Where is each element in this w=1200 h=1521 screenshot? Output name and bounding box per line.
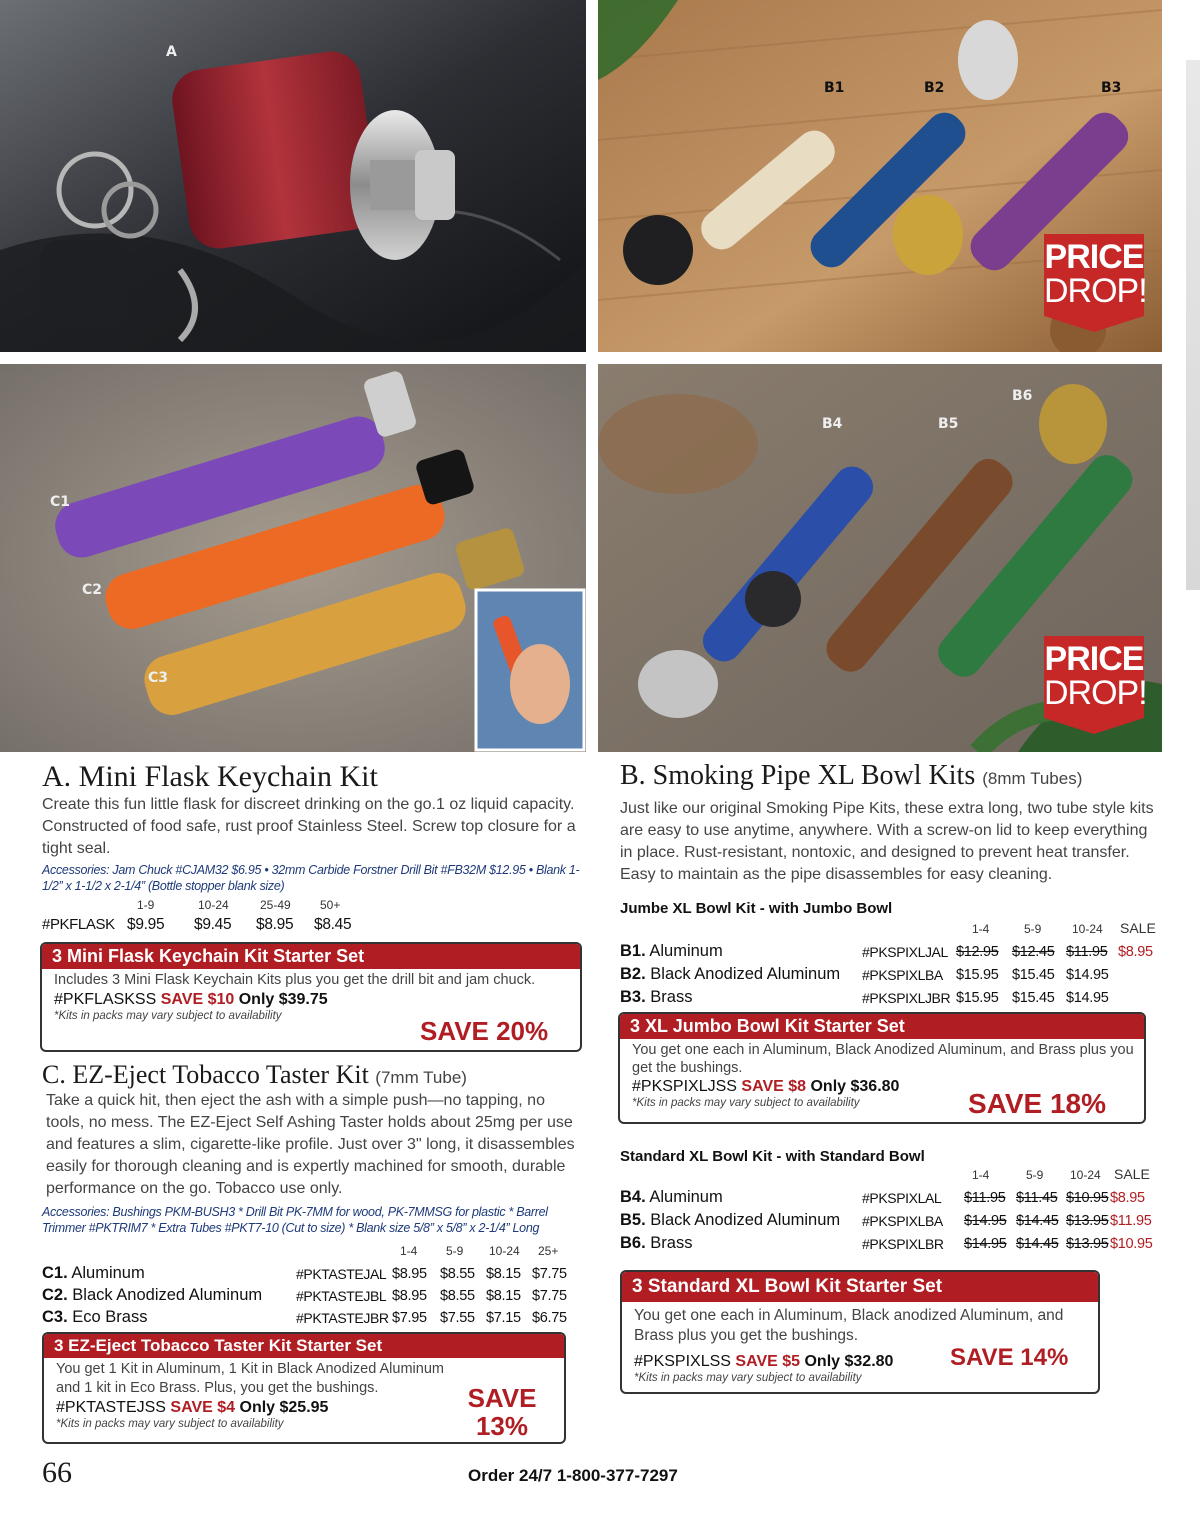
photo-mini-flask — [0, 0, 586, 352]
starter-title: 3 EZ-Eject Tobacco Taster Kit Starter Set — [44, 1334, 564, 1358]
section-b-title: B. Smoking Pipe XL Bowl Kits (8mm Tubes) — [620, 760, 1083, 791]
price: $10.95 — [1066, 1190, 1109, 1206]
price: $9.95 — [127, 916, 165, 933]
price: $7.75 — [532, 1266, 567, 1282]
price: $14.95 — [1066, 990, 1109, 1006]
sale-price: $8.95 — [1118, 944, 1153, 960]
photo-label-a: A — [166, 44, 177, 60]
price: $15.95 — [956, 967, 999, 983]
price: $14.45 — [1016, 1213, 1059, 1229]
section-c-description: Take a quick hit, then eject the ash with a simple push—no tapping, no tools, no mess. The EZ-Eject Self Ashing Taster holds about 25mg per use and features a slim, cigarette-like profile. Just over 3" long, it disassembles easily for thorough cleaning and is expertly machined for smooth, durable performance on the go. Tobacco use only. — [46, 1092, 575, 1197]
price: $12.95 — [956, 944, 999, 960]
tier-header: 1-4 — [972, 922, 990, 936]
tier-header: 5-9 — [446, 1244, 464, 1258]
section-b-description: Just like our original Smoking Pipe Kits, these extra long, two tube style kits are easy to use anytime, anywhere. With a screw-on lid to keep everything in place. Rust-resistant, nontoxic, and designed to prevent heat transfer. Easy to maintain as the pipe disassembles for easy cleaning. — [620, 800, 1154, 883]
price: $7.75 — [532, 1288, 567, 1304]
price: $8.55 — [440, 1266, 475, 1282]
item-name: B3. Brass — [620, 988, 693, 1006]
page-edge-tab — [1186, 60, 1200, 590]
price: $8.15 — [486, 1266, 521, 1282]
tier-header: 1-9 — [137, 898, 155, 912]
sale-price: $10.95 — [1110, 1236, 1153, 1252]
section-a-description: Create this fun little flask for discreet drinking on the go.1 oz liquid capacity. Constructed of food safe, rust proof Stainless Steel. Screw top closure for a tight seal. — [42, 796, 576, 857]
item-name: B6. Brass — [620, 1234, 693, 1252]
starter-body: Includes 3 Mini Flask Keychain Kits plus you get the drill bit and jam chuck. — [54, 972, 536, 988]
photo-label-b4: B4 — [822, 416, 843, 432]
starter-deal: #PKSPIXLJSS SAVE $8 Only $36.80 — [632, 1078, 900, 1095]
sku: #PKSPIXLBA — [862, 1213, 943, 1229]
price: $8.45 — [314, 916, 352, 933]
tier-header: SALE — [1120, 920, 1156, 936]
price: $6.75 — [532, 1310, 567, 1326]
save-badge-jumbo: SAVE 18% — [968, 1088, 1106, 1119]
price: $14.95 — [964, 1236, 1007, 1252]
price: $14.45 — [1016, 1236, 1059, 1252]
sku: #PKTASTEJBR — [296, 1310, 389, 1326]
photo-pipes-standard — [598, 364, 1162, 752]
starter-title: 3 Mini Flask Keychain Kit Starter Set — [42, 944, 580, 969]
sku: #PKFLASK — [42, 916, 115, 933]
price: $8.55 — [440, 1288, 475, 1304]
sku: #PKTASTEJAL — [296, 1266, 387, 1282]
price: $14.95 — [1066, 967, 1109, 983]
price: $13.95 — [1066, 1236, 1109, 1252]
price: $7.55 — [440, 1310, 475, 1326]
section-c-title: C. EZ-Eject Tobacco Taster Kit (7mm Tube) — [42, 1060, 467, 1089]
price: $13.95 — [1066, 1213, 1109, 1229]
price: $8.95 — [392, 1288, 427, 1304]
price: $11.45 — [1016, 1190, 1058, 1206]
tier-header: SALE — [1114, 1166, 1150, 1182]
starter-body: You get 1 Kit in Aluminum, 1 Kit in Black Anodized Aluminum and 1 kit in Eco Brass. Plus, you get the bushings. — [56, 1361, 444, 1396]
starter-deal: #PKFLASKSS SAVE $10 Only $39.75 — [54, 991, 328, 1008]
item-name: C3. Eco Brass — [42, 1308, 148, 1326]
photo-label-c2: C2 — [82, 582, 103, 598]
price: $11.95 — [964, 1190, 1006, 1206]
photo-tobacco-tasters — [0, 364, 586, 752]
price: $11.95 — [1066, 944, 1108, 960]
photo-label-b1: B1 — [824, 80, 845, 96]
starter-note: *Kits in packs may vary subject to availability — [634, 1372, 862, 1384]
item-name: C1. Aluminum — [42, 1264, 145, 1282]
starter-title: 3 Standard XL Bowl Kit Starter Set — [622, 1272, 1098, 1302]
price: $14.95 — [964, 1213, 1007, 1229]
starter-body: You get one each in Aluminum, Black Anodized Aluminum, and Brass plus you get the bushings. — [632, 1042, 1134, 1076]
photo-label-b6: B6 — [1012, 388, 1033, 404]
section-c-accessories: Accessories: Bushings PKM-BUSH3 * Drill Bit PK-7MM for wood, PK-7MMSG for plastic * Barrel Trimmer #PKTRIM7 * Extra Tubes #PKT7-10 (Cut to size) * Blank size 5/8” x 5/8” x 2-1/4” Long — [42, 1205, 548, 1235]
starter-deal: #PKTASTEJSS SAVE $4 Only $25.95 — [56, 1399, 329, 1416]
sale-price: $8.95 — [1110, 1190, 1145, 1206]
photo-pipes-jumbo — [598, 0, 1162, 352]
save-badge-c: SAVE 13% — [467, 1383, 537, 1441]
photo-label-b3: B3 — [1101, 80, 1122, 96]
price: $7.15 — [486, 1310, 521, 1326]
price: $8.15 — [486, 1288, 521, 1304]
tier-header: 10-24 — [489, 1244, 520, 1258]
starter-note: *Kits in packs may vary subject to availability — [56, 1418, 284, 1430]
tier-header: 5-9 — [1026, 1168, 1044, 1182]
section-c-price-table — [42, 1244, 582, 1330]
price: $15.95 — [956, 990, 999, 1006]
sku: #PKTASTEJBL — [296, 1288, 387, 1304]
photo-label-b5: B5 — [938, 416, 959, 432]
starter-deal: #PKSPIXLSS SAVE $5 Only $32.80 — [634, 1353, 894, 1370]
tier-header: 10-24 — [198, 898, 229, 912]
sku: #PKSPIXLJBR — [862, 990, 951, 1006]
price: $12.45 — [1012, 944, 1055, 960]
jumbo-heading: Jumbe XL Bowl Kit - with Jumbo Bowl — [620, 900, 893, 917]
standard-heading: Standard XL Bowl Kit - with Standard Bowl — [620, 1148, 925, 1165]
sku: #PKSPIXLJAL — [862, 944, 948, 960]
jumbo-price-table — [620, 922, 1160, 1010]
photo-label-b2: B2 — [924, 80, 945, 96]
price: $8.95 — [392, 1266, 427, 1282]
price: $15.45 — [1012, 990, 1055, 1006]
section-a-price-table — [42, 898, 582, 938]
price-drop-badge: PRICE DROP! — [1044, 636, 1144, 734]
starter-body: You get one each in Aluminum, Black anodized Aluminum, and Brass plus you get the bushings. — [634, 1307, 1064, 1344]
tier-header: 1-4 — [400, 1244, 418, 1258]
item-name: B1. Aluminum — [620, 942, 723, 960]
item-name: B5. Black Anodized Aluminum — [620, 1211, 841, 1229]
photo-label-c3: C3 — [148, 670, 169, 686]
save-badge-a: SAVE 20% — [420, 1016, 549, 1046]
price: $8.95 — [256, 916, 294, 933]
order-phone: Order 24/7 1-800-377-7297 — [468, 1466, 678, 1485]
photo-label-c1: C1 — [50, 494, 71, 510]
tier-header: 50+ — [320, 898, 341, 912]
item-name: B4. Aluminum — [620, 1188, 723, 1206]
sale-price: $11.95 — [1110, 1213, 1152, 1229]
starter-title: 3 XL Jumbo Bowl Kit Starter Set — [620, 1014, 1144, 1039]
price-drop-badge: PRICE DROP! — [1044, 234, 1144, 332]
price: $15.45 — [1012, 967, 1055, 983]
tier-header: 25+ — [538, 1244, 559, 1258]
tier-header: 10-24 — [1070, 1168, 1101, 1182]
starter-note: *Kits in packs may vary subject to availability — [54, 1010, 282, 1022]
standard-price-table — [620, 1168, 1160, 1256]
tier-header: 1-4 — [972, 1168, 990, 1182]
starter-set-standard — [620, 1270, 1100, 1394]
price: $7.95 — [392, 1310, 427, 1326]
tier-header: 25-49 — [260, 898, 291, 912]
tier-header: 10-24 — [1072, 922, 1103, 936]
starter-note: *Kits in packs may vary subject to availability — [632, 1097, 860, 1109]
tier-header: 5-9 — [1024, 922, 1042, 936]
item-name: C2. Black Anodized Aluminum — [42, 1286, 263, 1304]
item-name: B2. Black Anodized Aluminum — [620, 965, 841, 983]
save-badge-standard: SAVE 14% — [950, 1344, 1069, 1371]
page-number: 66 — [42, 1456, 72, 1489]
sku: #PKSPIXLBR — [862, 1236, 944, 1252]
sku: #PKSPIXLBA — [862, 967, 943, 983]
price: $9.45 — [194, 916, 232, 933]
sku: #PKSPIXLAL — [862, 1190, 942, 1206]
section-a-accessories: Accessories: Jam Chuck #CJAM32 $6.95 • 32mm Carbide Forstner Drill Bit #FB32M $12.95 • Blank 1-1/2” x 1-1/2 x 2-1/4” (Bottle stopper blank size) — [42, 863, 580, 893]
section-a-title: A. Mini Flask Keychain Kit — [42, 760, 378, 793]
